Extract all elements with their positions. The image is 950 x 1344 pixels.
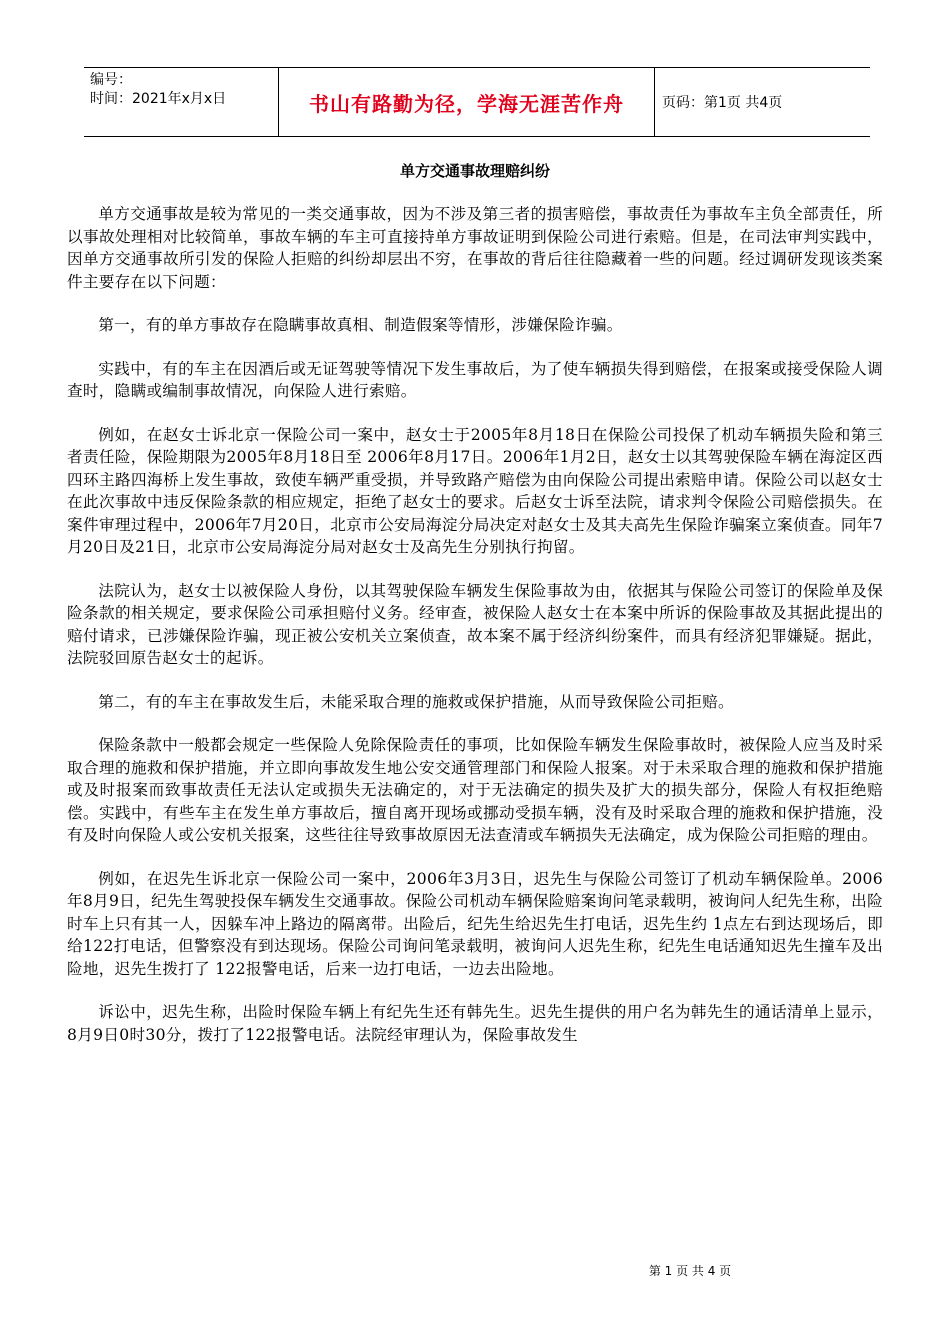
paragraph: 例如，在迟先生诉北京一保险公司一案中，2006年3月3日，迟先生与保险公司签订了机动车辆保险单。2006年8月9日，纪先生驾驶投保车辆发生交通事故。保险公司机动车辆保险赔案询问笔录载明，被询问人纪先生称，出险时车上只有其一人，因躲车冲上路边的隔离带。出险后，纪先生给迟先生打电话，迟先生约 1点左右到达现场后，即给122打电话，但警察没有到达现场。保险公司询问笔录载明，被询问人迟先生称，纪先生电话通知迟先生撞车及出险地，迟先生拨打了 122报警电话，后来一边打电话，一边去出险地。 — [67, 869, 883, 978]
document-title: 单方交通事故理赔纠纷 — [399, 162, 550, 180]
header-meta — [90, 71, 276, 109]
page-footer: 第 1 页 共 4 页 — [648, 1264, 732, 1278]
paragraph: 保险条款中一般都会规定一些保险人免除保险责任的事项，比如保险车辆发生保险事故时，被保险人应当及时采取合理的施救和保护措施，并立即向事故发生地公安交通管理部门和保险人报案。对于未采取合理的施救和保护措施或及时报案而致事故责任无法认定或损失无法确定的，对于无法确定的损失及扩大的损失部分，保险人有权拒绝赔偿。实践中，有些车主在发生单方事故后，擅自离开现场或挪动受损车辆，没有及时采取合理的施救和保护措施，没有及时向保险人或公安机关报案，这些往往导致事故原因无法查清或车辆损失无法确定，成为保险公司拒赔的理由。 — [67, 736, 883, 844]
header-page-info: 页码：第1页 共4页 — [662, 95, 783, 111]
paragraph: 诉讼中，迟先生称，出险时保险车辆上有纪先生还有韩先生。迟先生提供的用户名为韩先生的通话清单上显示，8月9日0时30分，拨打了122报警电话。法院经审理认为，保险事故发生 — [67, 1003, 883, 1044]
paragraph: 法院认为，赵女士以被保险人身份，以其驾驶保险车辆发生保险事故为由，依据其与保险公司签订的保险单及保险条款的相关规定，要求保险公司承担赔付义务。经审查，被保险人赵女士在本案中所诉的保险事故及其据此提出的赔付请求，已涉嫌保险诈骗，现正被公安机关立案侦查，故本案不属于经济纠纷案件，而具有经济犯罪嫌疑。据此，法院驳回原告赵女士的起诉。 — [67, 581, 883, 667]
document-number-label: 编号： — [90, 72, 132, 88]
header-motto: 书山有路勤为径，学海无涯苦作舟 — [309, 91, 624, 116]
paragraph: 第二，有的车主在事故发生后，未能采取合理的施救或保护措施，从而导致保险公司拒赔。 — [98, 692, 734, 711]
paragraph: 第一，有的单方事故存在隐瞒事故真相、制造假案等情形，涉嫌保险诈骗。 — [98, 316, 623, 334]
document-body — [67, 203, 883, 1067]
paragraph: 实践中，有的车主在因酒后或无证驾驶等情况下发生事故后，为了使车辆损失得到赔偿，在报案或接受保险人调查时，隐瞒或编制事故情况，向保险人进行索赔。 — [67, 359, 883, 400]
header-divider — [654, 68, 655, 136]
header-table — [84, 67, 870, 137]
paragraph: 单方交通事故是较为常见的一类交通事故，因为不涉及第三者的损害赔偿，事故责任为事故车主负全部责任，所以事故处理相对比较简单，事故车辆的车主可直接持单方事故证明到保险公司进行索赔。但是，在司法审判实践中，因单方交通事故所引发的保险人拒赔的纠纷却层出不穷，在事故的背后往往隐藏着一些的问题。经过调研发现该类案件主要存在以下问题： — [67, 205, 883, 291]
paragraph: 例如，在赵女士诉北京一保险公司一案中，赵女士于2005年8月18日在保险公司投保了机动车辆损失险和第三者责任险，保险期限为2005年8月18日至 2006年8月17日。2006年1月2日，赵女士以其驾驶保险车辆在海淀区西四环主路四海桥上发生事故，致使车辆严重受损，并导致路产赔偿为由向保险公司提出索赔申请。保险公司以赵女士在此次事故中违反保险条款的相应规定，拒绝了赵女士的要求。后赵女士诉至法院，请求判令保险公司赔偿损失。在案件审理过程中，2006年7月20日，北京市公安局海淀分局决定对赵女士及其夫高先生保险诈骗案立案侦查。同年7月20日及21日，北京市公安局海淀分局对赵女士及高先生分别执行拘留。 — [67, 425, 883, 556]
document-time-label: 时间：2021年x月x日 — [90, 91, 227, 107]
